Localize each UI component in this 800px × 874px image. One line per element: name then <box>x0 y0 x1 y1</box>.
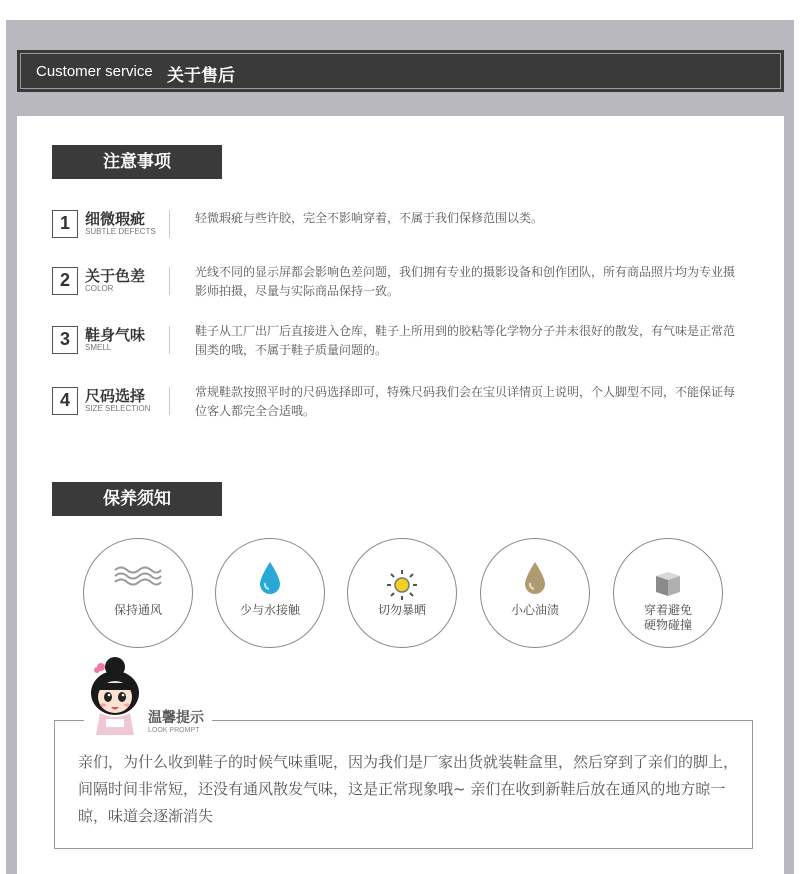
note-subtitle: SIZE SELECTION <box>85 404 151 413</box>
sun-icon <box>386 569 418 601</box>
header-english-title: Customer service <box>36 63 153 80</box>
care-item-oil <box>480 538 590 648</box>
note-number: 4 <box>52 387 78 415</box>
care-label: 保持通风 <box>113 603 162 617</box>
cartoon-girl-icon <box>82 655 148 735</box>
note-text: 鞋子从工厂出厂后直接进入仓库，鞋子上所用到的胶粘等化学物分子并未很好的散发，有气味是正常范围类的哦，不属于鞋子质量问题的。 <box>195 324 736 357</box>
note-subtitle: COLOR <box>85 284 114 293</box>
care-item-ventilation <box>83 538 193 648</box>
note-text: 轻微瑕疵与些许胶，完全不影响穿着，不属于我们保修范围以类。 <box>195 211 544 225</box>
oil-drop-icon <box>523 561 547 595</box>
tips-title: 温馨提示 <box>148 710 204 726</box>
tips-box <box>54 720 753 849</box>
care-label: 小心油渍 <box>510 603 559 617</box>
note-divider <box>169 387 170 415</box>
note-divider <box>169 326 170 354</box>
note-text: 光线不同的显示屏都会影响色差问题，我们拥有专业的摄影设备和创作团队，所有商品照片均为专业摄影师拍摄，尽量与实际商品保持一致。 <box>195 265 736 298</box>
note-text: 常规鞋款按照平时的尺码选择即可，特殊尺码我们会在宝贝详情页上说明，个人脚型不同，不能保证每位客人都完全合适哦。 <box>195 385 736 418</box>
care-item-sun <box>347 538 457 648</box>
notes-section-title: 注意事项 <box>52 145 222 179</box>
header-chinese-title: 关于售后 <box>167 66 235 86</box>
note-item <box>52 326 752 366</box>
note-title: 细微瑕疵 <box>85 210 146 228</box>
note-number: 1 <box>52 210 78 238</box>
care-item-water <box>215 538 325 648</box>
tips-text: 亲们，为什么收到鞋子的时候气味重呢，因为我们是厂家出货就装鞋盒里，然后穿到了亲们的脚上，间隔时间非常短，还没有通风散发气味，这是正常现象哦~ 亲们在收到新鞋后放在通风的地方晾一晾，味道会逐渐消失 <box>78 753 739 825</box>
care-item-impact <box>613 538 723 648</box>
water-drop-icon <box>258 561 282 595</box>
note-number: 2 <box>52 267 78 295</box>
care-label: 切勿暴晒 <box>377 603 426 617</box>
wind-icon <box>113 564 163 588</box>
cube-icon <box>653 569 683 599</box>
note-divider <box>169 210 170 238</box>
care-label: 少与水接触 <box>239 603 300 617</box>
note-number: 3 <box>52 326 78 354</box>
header-bar <box>17 50 784 92</box>
note-item <box>52 210 752 250</box>
note-item <box>52 387 752 427</box>
note-title: 关于色差 <box>85 267 146 285</box>
note-subtitle: SMELL <box>85 343 112 352</box>
note-subtitle: SUBTLE DEFECTS <box>85 227 156 236</box>
note-item <box>52 267 752 307</box>
care-label: 穿着避免 硬物碰撞 <box>643 603 692 632</box>
note-title: 尺码选择 <box>85 387 146 405</box>
note-title: 鞋身气味 <box>85 326 146 344</box>
care-section-title: 保养须知 <box>52 482 222 516</box>
note-divider <box>169 267 170 295</box>
tips-subtitle: LOOK PROMPT <box>148 727 200 734</box>
